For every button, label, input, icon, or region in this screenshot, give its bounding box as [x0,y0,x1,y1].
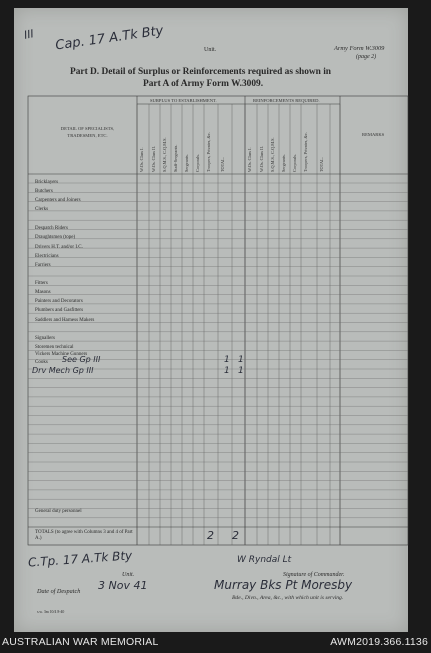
printer-mark: s.w. 3m 10/4 8-40 [37,610,65,614]
reinforcement-column-header: W.Os. Class II. [259,146,264,172]
drv-mech-handwritten: Drv Mech Gp III [32,366,94,375]
location-label: Bde., Divn., Area, &c., with which unit is serving. [232,595,344,601]
row-label: Drivers H.T. and/or I.C. [35,245,83,250]
totals-value-surplus-total: 2 [232,529,239,542]
row-label: Electricians [35,254,59,259]
row-label: Butchers [35,189,53,194]
reinforcement-column-header: Troopers, Privates, &c. [303,132,308,172]
row-label: Painters and Decorators [35,299,83,304]
archive-caption-bar [0,632,431,653]
page-title-line2: Part A of Army Form W.3009. [143,79,264,89]
surplus-column-header: W.Os. Class I. [139,147,144,172]
totals-value-surplus-privates: 2 [207,529,214,542]
reinforcement-column-header: S.Q.M.S., C.Q.M.S. [270,137,275,172]
totals-label: TOTALS (to agree with Columns 3 and 4 of Part A.) [35,530,133,541]
signature-label: Signature of Commander. [283,572,345,578]
cooks-value-surplus-total: 1 [238,355,244,365]
row-label: Farriers [35,263,51,268]
location-handwritten: Murray Bks Pt Moresby [214,578,353,592]
footer-unit-handwritten: C.Tp. 17 A.Tk Bty [27,548,133,570]
footer-unit-label: Unit. [122,572,135,578]
archive-name: AUSTRALIAN WAR MEMORIAL [2,636,159,648]
reinforcements-group-header: REINFORCEMENTS REQUIRED. [253,98,320,103]
surplus-column-header: Staff-Sergeants. [173,144,178,172]
cooks-handwritten: See Gp III [62,355,101,364]
surplus-column-header: S.Q.M.S., C.Q.M.S. [162,137,167,172]
surplus-column-header: W.Os. Class II. [151,146,156,172]
surplus-column-header: Troopers, Privates, &c. [206,132,211,172]
signature-handwritten: W Ryndal Lt [237,555,292,565]
row-label: Clerks [35,207,49,212]
row-label: Saddlers and Harness Makers [35,318,95,323]
surplus-column-header: TOTAL. [220,157,225,172]
reinforcement-column-header: TOTAL. [319,157,324,172]
row-label: Storemen technical [35,345,74,350]
surplus-group-header: SURPLUS TO ESTABLISHMENT. [150,98,217,103]
row-label: Fitters [35,281,48,286]
row-label: Vickers Machine Gunners [35,352,88,357]
row-label: Plumbers and Gasfitters [35,308,84,313]
unit-label: Unit. [204,47,217,53]
form-reference: Army Form W.3009 [334,45,385,52]
drvmech-value-surplus-total: 1 [238,366,244,376]
surplus-column-header: Corporals. [195,153,200,172]
row-label: Bricklayers [35,180,59,185]
row-label: Carpenters and Joiners [35,198,81,203]
drvmech-value-surplus-privates: 1 [224,366,230,376]
row-label: Signallers [35,336,55,341]
date-handwritten: 3 Nov 41 [98,579,148,592]
reinforcement-column-header: W.Os. Class I. [247,147,252,172]
reinforcement-column-header: Sergeants. [281,154,286,172]
date-label: Date of Despatch [37,588,81,595]
tick-mark: III [22,27,35,42]
page-title: Part D. Detail of Surplus or Reinforcements required as shown in [70,67,332,77]
form-page: (page 2) [356,54,377,60]
reinforcement-column-header: Corporals. [292,153,297,172]
row-label-general-duty: General duty personnel [35,509,82,514]
row-label: Draughtsmen (tope) [35,235,76,240]
unit-handwritten: Cap. 17 A.Tk Bty [54,23,165,54]
row-label: Despatch Riders [35,226,68,231]
row-label-cooks: Cooks [35,360,48,365]
surplus-column-header: Sergeants. [184,154,189,172]
remarks-header: REMARKS [362,132,385,137]
cooks-value-surplus-privates: 1 [224,355,230,365]
detail-header: DETAIL OF SPECIALISTS, TRADESMEN, ETC. [60,126,115,138]
archive-accession-number: AWM2019.366.1136 [330,636,428,648]
row-label: Masons [35,290,51,295]
